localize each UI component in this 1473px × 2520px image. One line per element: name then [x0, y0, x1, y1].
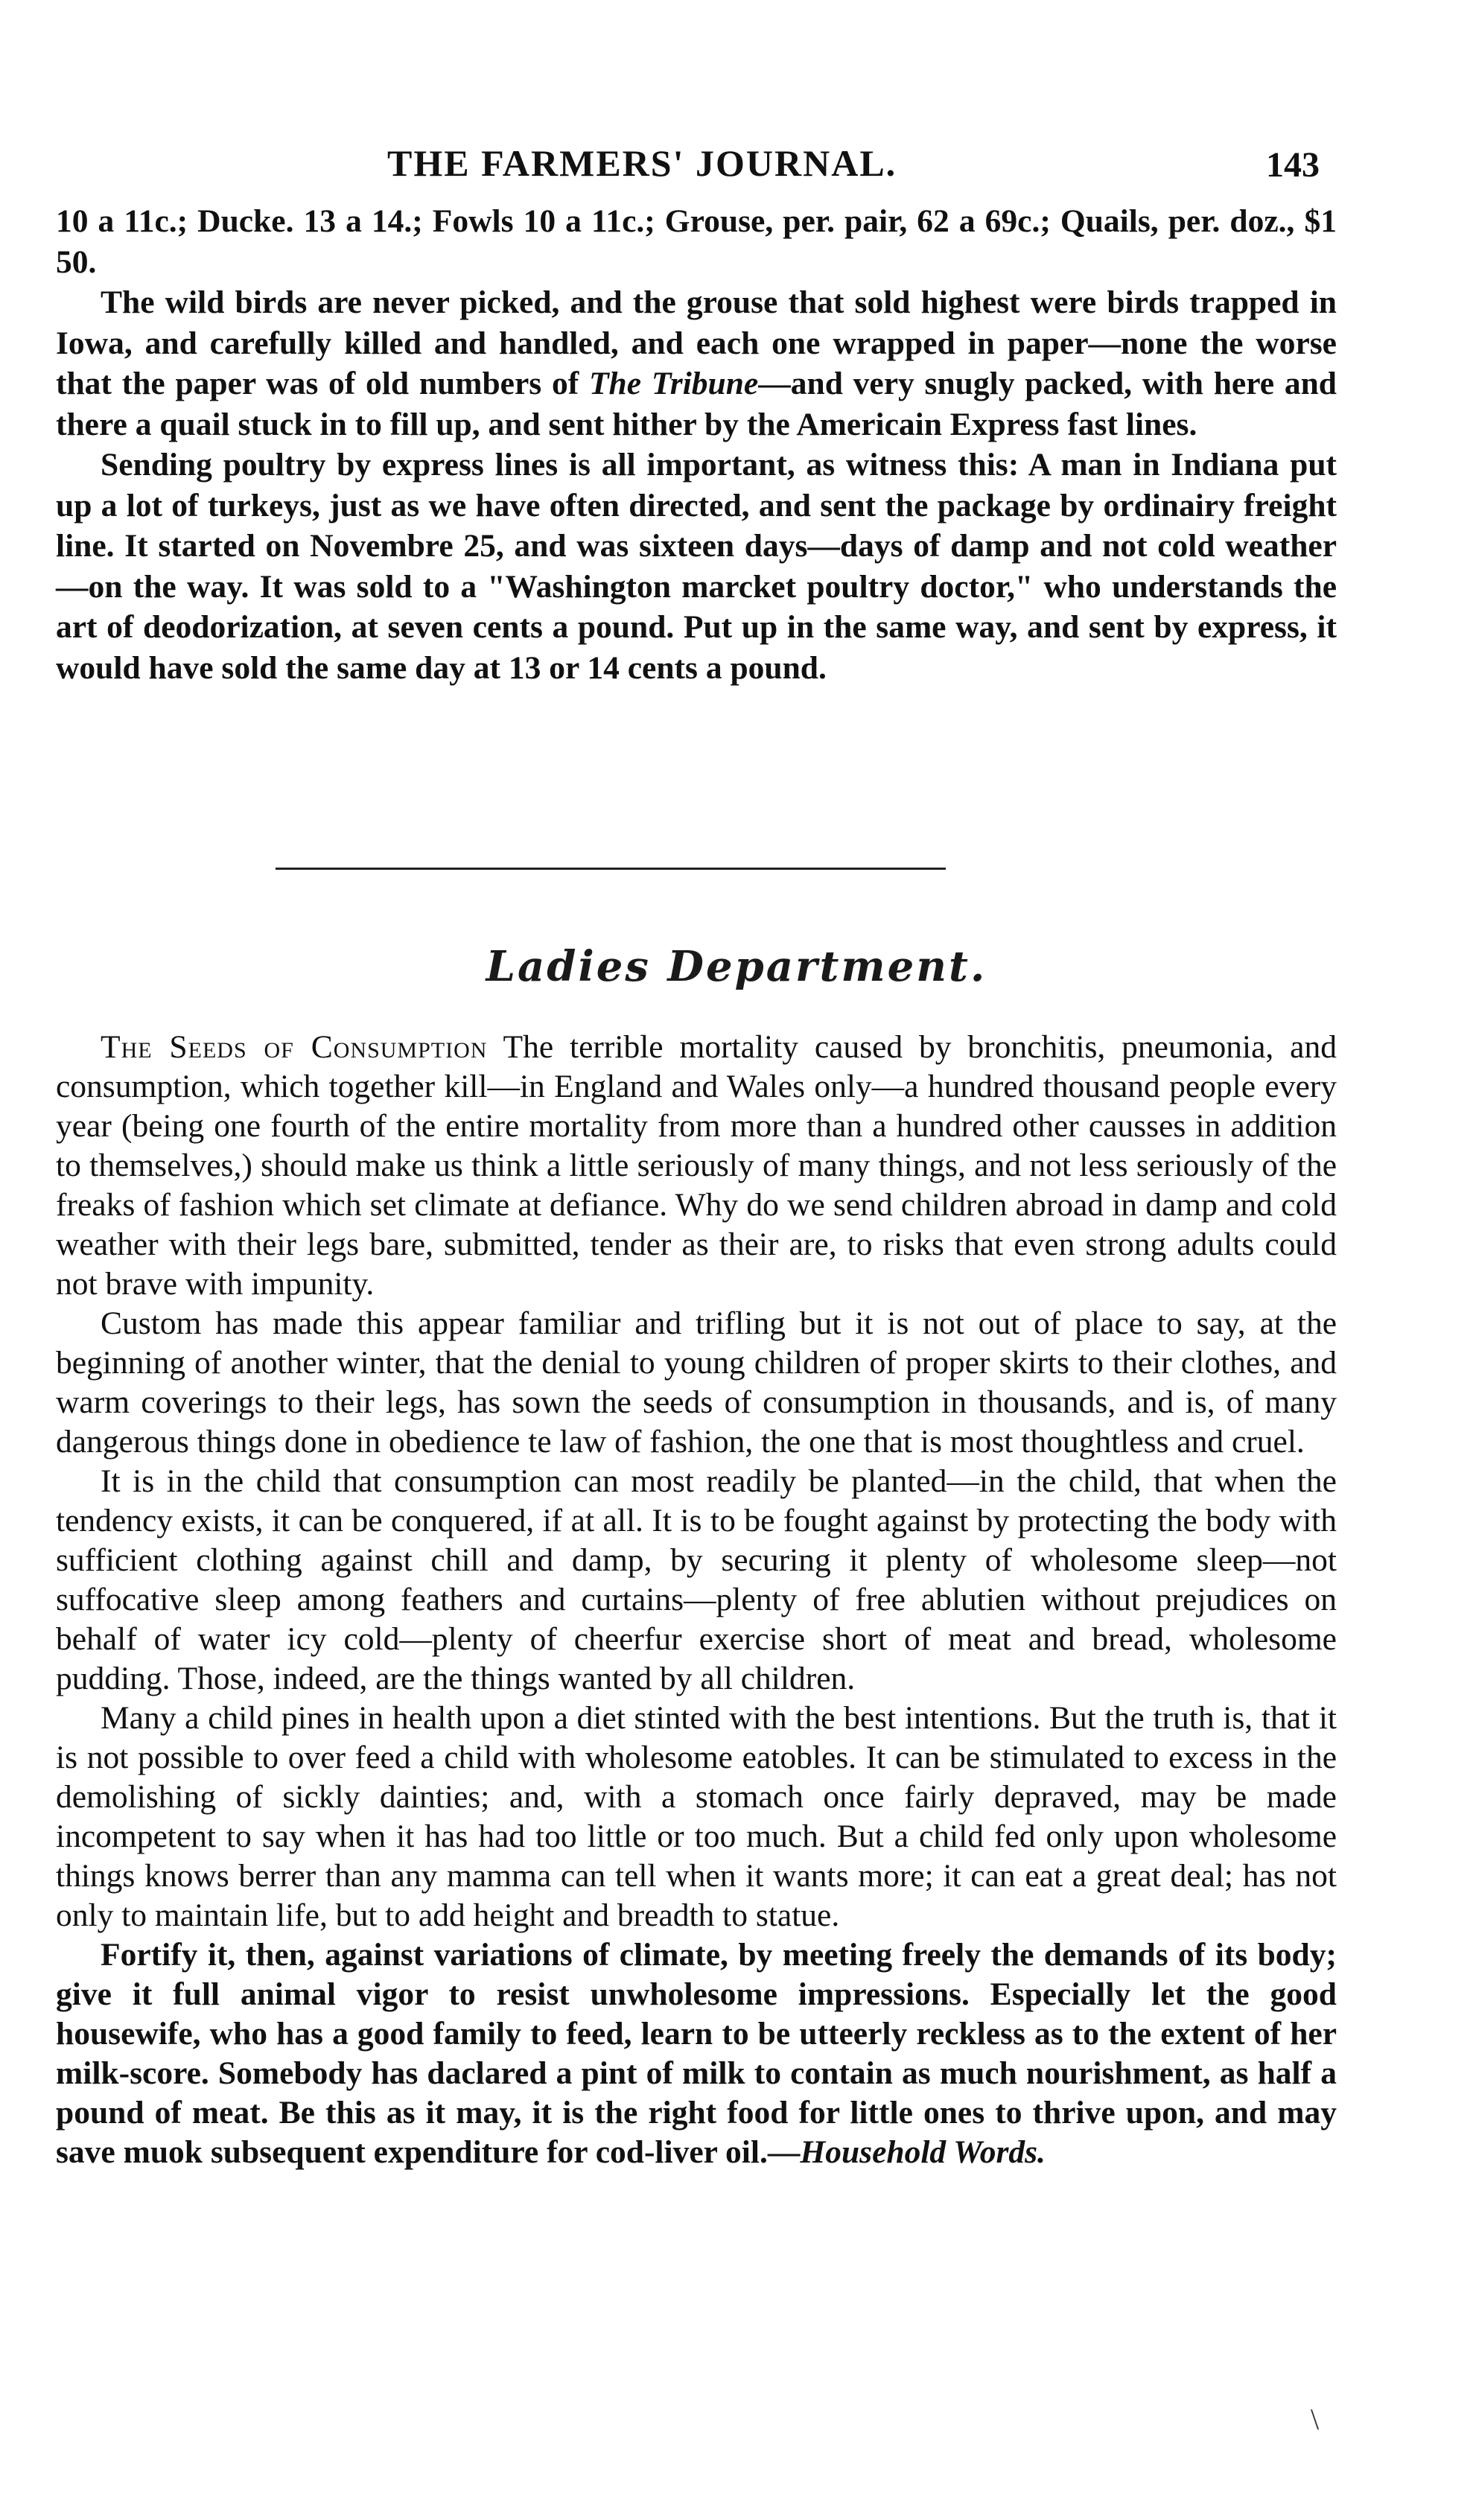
section-divider [276, 868, 946, 870]
ladies-department-section [56, 1028, 1337, 2172]
wild-birds-paragraph [56, 282, 1337, 445]
fortify-paragraph [56, 1935, 1337, 2172]
market-report-section [56, 201, 1337, 688]
journal-title: THE FARMERS' JOURNAL. [387, 142, 897, 184]
consumption-intro-paragraph [56, 1028, 1337, 1304]
child-health-paragraph: It is in the child that consumption can most readily be planted—in the child, that when the tendency exists, it can be conquered, if at all. It is to be fought against by protecting the body with sufficient clothing against chill and damp, by securing it plenty of wholesome sleep—not suffocative sleep among feathers and curtains—plenty of free ablutien without prejudices on behalf of water icy cold—plenty of cheerfur exercise short of meat and bread, wholesome pudding. Those, indeed, are the things wanted by all children. [56, 1463, 1337, 1696]
tribune-title: The Tribune [588, 366, 759, 401]
market-prices-paragraph: 10 a 11c.; Ducke. 13 a 14.; Fowls 10 a 11c.; Grouse, per. pair, 62 a 69c.; Quails, per. doz., $1 50. [56, 203, 1337, 280]
wild-birds-text-continued: —and very snugly packed, with here and there a quail stuck in to fill up, and sent hither by the Americain Express fast lines. [56, 366, 1337, 442]
express-shipping-paragraph: Sending poultry by express lines is all important, as witness this: A man in Indiana put up a lot of turkeys, just as we have often directed, and sent the package by ordinairy freight line. It started on Novembre 25, and was sixteen days—days of damp and not cold weather—on the way. It was sold to a "Washington marcket poultry doctor," who understands the art of deodorization, at seven cents a pound. Put up in the same way, and sent by express, it would have sold the same day at 13 or 14 cents a pound. [56, 447, 1337, 686]
source-attribution: Household Words. [800, 2134, 1046, 2170]
page-number: 143 [1266, 145, 1320, 185]
running-header [0, 141, 1473, 186]
article-lead-title: The Seeds of Consumption [101, 1029, 488, 1065]
fortify-text: Fortify it, then, against variations of climate, by meeting freely the demands of its body; give it full animal vigor to resist unwholesome impressions. Especially let the good housewife, who has a good family to feed, learn to be utteerly reckless as to the extent of her milk-score. Somebody has daclared a pint of milk to contain as much nourishment, as half a pound of meat. Be this as it may, it is the right food for little ones to thrive upon, and may save muok subsequent expenditure for cod-liver oil.— [56, 1937, 1337, 2170]
consumption-intro-text: The terrible mortality caused by bronchitis, pneumonia, and consumption, which together kill—in England and Wales only—a hundred thousand people every year (being one fourth of the entire mortality from more than a hundred other causses in addition to themselves,) should make us think a little seriously of many things, and not less seriously of the freaks of fashion which set climate at defiance. Why do we send children abroad in damp and cold weather with their legs bare, submitted, tender as their are, to risks that even strong adults could not brave with impunity. [56, 1029, 1337, 1302]
wild-birds-text: The wild birds are never picked, and the grouse that sold highest were birds trapped in Iowa, and carefully killed and handled, and each one wrapped in paper—none the worse that the paper was of old numbers of [56, 284, 1337, 401]
stray-mark: \ [1311, 2402, 1320, 2436]
diet-paragraph: Many a child pines in health upon a diet stinted with the best intentions. But the truth is, that it is not possible to over feed a child with wholesome eatobles. It can be stimulated to excess in the demolishing of sickly dainties; and, with a stomach once fairly depraved, may be made incompetent to say when it has had too little or too much. But a child fed only upon wholesome things knows berrer than any mamma can tell when it wants more; it can eat a great deal; has not only to maintain life, but to add height and breadth to statue. [56, 1700, 1337, 1933]
custom-paragraph: Custom has made this appear familiar and trifling but it is not out of place to say, at the beginning of another winter, that the denial to young children of proper skirts to their clothes, and warm coverings to their legs, has sown the seeds of consumption in thousands, and is, of many dangerous things done in obedience te law of fashion, the one that is most thoughtless and cruel. [56, 1305, 1337, 1460]
ladies-department-heading: Ladies Department. [486, 942, 987, 991]
